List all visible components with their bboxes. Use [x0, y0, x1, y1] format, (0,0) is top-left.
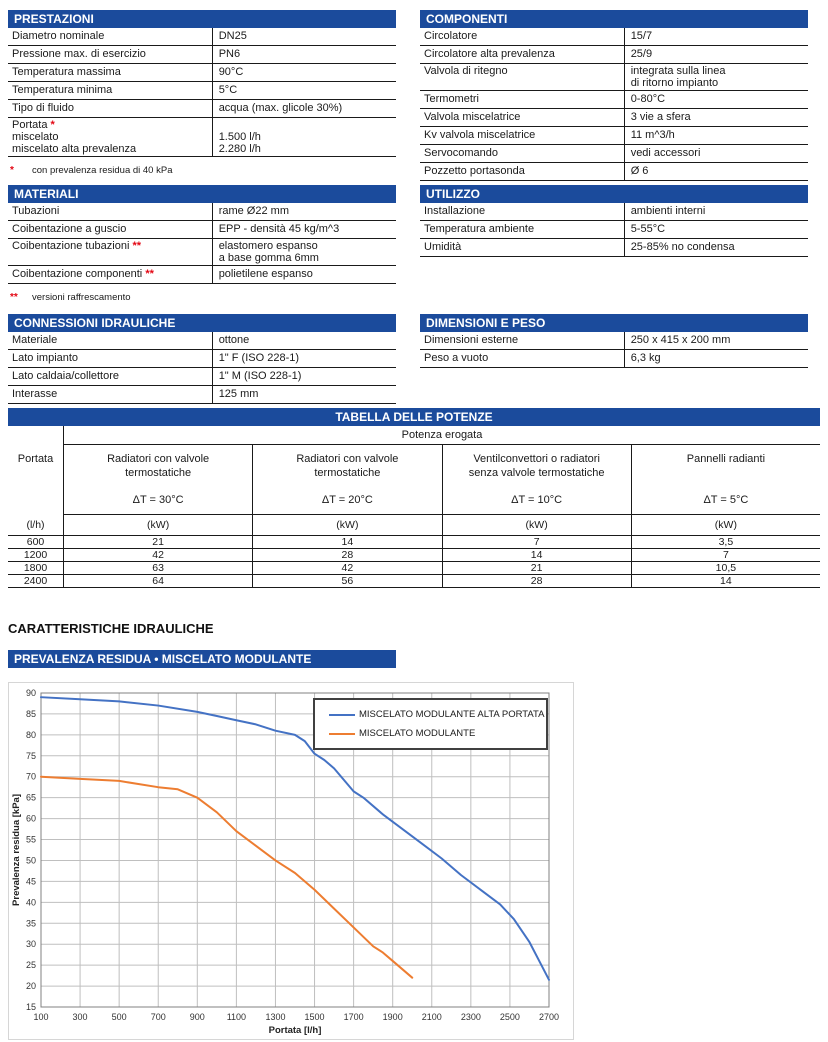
- table-row: [420, 28, 808, 46]
- cell-line: a base gomma 6mm: [218, 252, 319, 264]
- row-value: [212, 28, 396, 45]
- cell-line: integrata sulla linea: [630, 65, 726, 77]
- cell-line: Umidità: [424, 241, 462, 253]
- delta-t-label: ΔT = 20°C: [321, 494, 373, 506]
- y-tick-label: 35: [25, 918, 36, 929]
- footnote-marker: **: [129, 240, 142, 252]
- section-heading-caratteristiche: CARATTERISTICHE IDRAULICHE: [8, 621, 214, 636]
- cell-line: 6,3 kg: [630, 352, 661, 364]
- table-row: [8, 368, 396, 386]
- power-value: 14: [252, 536, 441, 549]
- unit-cell: (kW): [442, 515, 631, 536]
- row-value: [212, 332, 396, 349]
- chart-legend: [313, 698, 548, 750]
- power-value: 28: [442, 575, 631, 588]
- table-footnote: [8, 292, 396, 303]
- cell-line: vedi accessori: [630, 147, 701, 159]
- power-table: [8, 408, 820, 588]
- y-tick-label: 90: [25, 688, 36, 698]
- y-tick-label: 75: [25, 750, 36, 761]
- delta-t-label: ΔT = 30°C: [132, 494, 184, 506]
- spec-table-prestazioni: [8, 10, 396, 176]
- cell-line: Pressione max. di esercizio: [12, 48, 146, 60]
- table-row: [420, 91, 808, 109]
- table-row: [420, 163, 808, 181]
- y-tick-label: 40: [25, 897, 36, 908]
- row-label: [420, 239, 624, 256]
- y-tick-label: 60: [25, 813, 36, 824]
- row-label: [420, 127, 624, 144]
- table-row: [420, 203, 808, 221]
- delta-t-label: ΔT = 10°C: [511, 494, 563, 506]
- cell-line: acqua (max. glicole 30%): [218, 102, 343, 114]
- row-value: [624, 350, 808, 367]
- table-row: [8, 386, 396, 404]
- row-label: [8, 386, 212, 403]
- row-label: [8, 266, 212, 283]
- row-value: [212, 118, 396, 156]
- row-label: [8, 100, 212, 117]
- cell-line: Temperatura massima: [12, 66, 121, 78]
- legend-label: MISCELATO MODULANTE ALTA PORTATA: [359, 709, 545, 720]
- cell-line: 11 m^3/h: [630, 129, 675, 141]
- cell-line: Installazione: [424, 205, 486, 217]
- row-value: [212, 82, 396, 99]
- cell-line: Peso a vuoto: [424, 352, 489, 364]
- cell-line: 1" M (ISO 228-1): [218, 370, 302, 382]
- cell-line: Coibentazione tubazioni **: [12, 240, 142, 252]
- cell-line: 5-55°C: [630, 223, 666, 235]
- row-value: [212, 266, 396, 283]
- table-row: [420, 332, 808, 350]
- row-value: [624, 46, 808, 63]
- power-value: 21: [63, 536, 252, 549]
- footnote-text: versioni raffrescamento: [32, 292, 131, 303]
- cell-line: Tubazioni: [12, 205, 60, 217]
- table-row: [8, 350, 396, 368]
- delta-t-label: ΔT = 5°C: [703, 494, 749, 506]
- unit-cell: (kW): [631, 515, 820, 536]
- power-value: 42: [63, 549, 252, 562]
- row-value: [212, 368, 396, 385]
- cell-line: 5°C: [218, 84, 238, 96]
- cell-line: Servocomando: [424, 147, 498, 159]
- cell-line: 250 x 415 x 200 mm: [630, 334, 731, 346]
- spec-table-componenti: [420, 10, 808, 181]
- row-value: [212, 100, 396, 117]
- row-value: [624, 332, 808, 349]
- cell-line: Dimensioni esterne: [424, 334, 519, 346]
- row-value: [212, 239, 396, 265]
- footnote-text: con prevalenza residua di 40 kPa: [32, 165, 173, 176]
- power-table-grid: [8, 426, 820, 588]
- table-row: [8, 46, 396, 64]
- y-axis-title: Prevalenza residua [kPa]: [11, 794, 22, 906]
- row-value: [624, 64, 808, 90]
- table-title-bar: COMPONENTI: [420, 10, 808, 28]
- row-label: [420, 221, 624, 238]
- power-value: 14: [631, 575, 820, 588]
- cell-line: Coibentazione componenti **: [12, 268, 154, 280]
- x-tick-label: 700: [150, 1012, 166, 1022]
- spec-table-connessioni: [8, 314, 396, 404]
- row-label: [420, 28, 624, 45]
- y-tick-label: 85: [25, 708, 36, 719]
- row-value: [624, 145, 808, 162]
- row-label: [8, 221, 212, 238]
- power-column-header: [252, 445, 441, 515]
- cell-line: 25/9: [630, 48, 653, 60]
- table-row: [420, 46, 808, 64]
- power-value: 3,5: [631, 536, 820, 549]
- spec-table-utilizzo: [420, 185, 808, 257]
- cell-line: Ø 6: [630, 165, 649, 177]
- power-value: 14: [442, 549, 631, 562]
- row-label: [420, 46, 624, 63]
- spec-table-materiali: [8, 185, 396, 303]
- cell-line: miscelato alta prevalenza: [12, 143, 137, 155]
- y-tick-label: 25: [25, 960, 36, 971]
- y-tick-label: 15: [25, 1002, 36, 1012]
- table-row: [8, 266, 396, 284]
- unit-cell: (kW): [63, 515, 252, 536]
- portata-value: 2400: [8, 575, 63, 588]
- table-row: [420, 127, 808, 145]
- cell-line: Lato caldaia/collettore: [12, 370, 120, 382]
- table-row: [420, 145, 808, 163]
- portata-value: 1200: [8, 549, 63, 562]
- cell-line: Circolatore: [424, 30, 478, 42]
- cell-line: Lato impianto: [12, 352, 79, 364]
- cell-line: 25-85% no condensa: [630, 241, 735, 253]
- x-tick-label: 1100: [226, 1012, 247, 1022]
- table-footnote: [8, 165, 396, 176]
- table-row: [420, 64, 808, 91]
- power-column-header: [631, 445, 820, 515]
- row-value: [624, 91, 808, 108]
- footnote-marker: *: [10, 165, 14, 176]
- cell-line: Tipo di fluido: [12, 102, 74, 114]
- table-title-bar: UTILIZZO: [420, 185, 808, 203]
- y-tick-label: 20: [25, 981, 36, 992]
- cell-line: rame Ø22 mm: [218, 205, 289, 217]
- row-value: [212, 46, 396, 63]
- cell-line: DN25: [218, 30, 247, 42]
- power-value: 63: [63, 562, 252, 575]
- legend-line-swatch: [329, 714, 355, 716]
- column-label: Radiatori con valvole termostatiche: [107, 453, 210, 479]
- cell-line: Temperatura minima: [12, 84, 113, 96]
- cell-line: ambienti interni: [630, 205, 706, 217]
- x-tick-label: 100: [33, 1012, 49, 1022]
- row-label: [8, 82, 212, 99]
- table-title-bar: MATERIALI: [8, 185, 396, 203]
- table-row: [420, 239, 808, 257]
- row-label: [420, 91, 624, 108]
- cell-line: 90°C: [218, 66, 244, 78]
- column-label: Pannelli radianti: [686, 453, 766, 465]
- y-tick-label: 70: [25, 771, 36, 782]
- residual-head-chart: [8, 682, 574, 1040]
- row-label: [420, 145, 624, 162]
- x-tick-label: 2700: [538, 1012, 560, 1022]
- row-value: [624, 109, 808, 126]
- table-row: [8, 28, 396, 46]
- row-label: [8, 64, 212, 81]
- x-tick-label: 1500: [304, 1012, 325, 1022]
- power-value: 64: [63, 575, 252, 588]
- footnote-marker: *: [47, 119, 55, 131]
- cell-line: Circolatore alta prevalenza: [424, 48, 555, 60]
- power-value: 28: [252, 549, 441, 562]
- table-row: [8, 64, 396, 82]
- power-column-header: [63, 445, 252, 515]
- cell-line: 1" F (ISO 228-1): [218, 352, 300, 364]
- y-tick-label: 55: [25, 834, 36, 845]
- legend-entry: [329, 724, 538, 743]
- row-label: [420, 350, 624, 367]
- cell-line: EPP - densità 45 kg/m^3: [218, 223, 340, 235]
- x-tick-label: 2300: [460, 1012, 481, 1022]
- unit-cell: (l/h): [8, 515, 63, 536]
- power-span-header: Potenza erogata: [63, 426, 820, 445]
- cell-line: 0-80°C: [630, 93, 666, 105]
- x-tick-label: 900: [189, 1012, 205, 1022]
- y-tick-label: 30: [25, 939, 36, 950]
- row-value: [624, 28, 808, 45]
- cell-line: elastomero espanso: [218, 240, 318, 252]
- table-row: [8, 332, 396, 350]
- row-label: [8, 350, 212, 367]
- row-header-portata: Portata: [17, 453, 54, 465]
- column-label: Ventilconvettori o radiatori senza valvole termostatiche: [468, 453, 605, 479]
- row-label: [8, 332, 212, 349]
- unit-cell: (kW): [252, 515, 441, 536]
- table-row: [420, 221, 808, 239]
- cell-line: 125 mm: [218, 388, 259, 400]
- table-row: [8, 118, 396, 157]
- cell-line: miscelato: [12, 131, 59, 143]
- row-label: [8, 28, 212, 45]
- table-title-bar: DIMENSIONI E PESO: [420, 314, 808, 332]
- cell-line: Portata *: [12, 119, 55, 131]
- row-value: [624, 239, 808, 256]
- cell-line: Coibentazione a guscio: [12, 223, 127, 235]
- y-tick-label: 65: [25, 792, 36, 803]
- legend-line-swatch: [329, 733, 355, 735]
- x-tick-label: 1300: [265, 1012, 286, 1022]
- power-value: 10,5: [631, 562, 820, 575]
- portata-value: 1800: [8, 562, 63, 575]
- row-value: [624, 163, 808, 180]
- corner-cell: [8, 426, 63, 445]
- row-value: [212, 64, 396, 81]
- power-value: 7: [631, 549, 820, 562]
- power-value: 56: [252, 575, 441, 588]
- table-row: [420, 109, 808, 127]
- cell-line: Diametro nominale: [12, 30, 105, 42]
- row-value: [212, 221, 396, 238]
- cell-line: polietilene espanso: [218, 268, 313, 280]
- row-value: [212, 350, 396, 367]
- row-value: [624, 127, 808, 144]
- row-label: [8, 239, 212, 265]
- row-label: [420, 109, 624, 126]
- row-label: [8, 368, 212, 385]
- row-label: [420, 203, 624, 220]
- spec-table-dimensioni: [420, 314, 808, 368]
- cell-line: 2.280 l/h: [218, 143, 261, 155]
- row-value: [212, 203, 396, 220]
- cell-line: Materiale: [12, 334, 58, 346]
- cell-line: Kv valvola miscelatrice: [424, 129, 536, 141]
- cell-line: Pozzetto portasonda: [424, 165, 525, 177]
- y-tick-label: 80: [25, 729, 36, 740]
- power-value: 42: [252, 562, 441, 575]
- table-row: [8, 82, 396, 100]
- x-tick-label: 500: [111, 1012, 127, 1022]
- cell-line: Valvola miscelatrice: [424, 111, 521, 123]
- y-tick-label: 50: [25, 855, 36, 866]
- cell-line: Temperatura ambiente: [424, 223, 535, 235]
- cell-line: di ritorno impianto: [630, 77, 719, 89]
- chart-title-bar: PREVALENZA RESIDUA • MISCELATO MODULANTE: [8, 650, 396, 668]
- x-tick-label: 1700: [343, 1012, 364, 1022]
- cell-line: Valvola di ritegno: [424, 65, 508, 77]
- row-label: [420, 163, 624, 180]
- power-value: 7: [442, 536, 631, 549]
- row-label: [8, 46, 212, 63]
- table-row: [8, 239, 396, 266]
- portata-value: 600: [8, 536, 63, 549]
- x-tick-label: 300: [72, 1012, 88, 1022]
- power-value: 21: [442, 562, 631, 575]
- row-label: [420, 332, 624, 349]
- table-row: [420, 350, 808, 368]
- row-value: [624, 203, 808, 220]
- table-title-bar: PRESTAZIONI: [8, 10, 396, 28]
- table-row: [8, 203, 396, 221]
- legend-entry: [329, 705, 545, 724]
- cell-line: PN6: [218, 48, 241, 60]
- column-label: Radiatori con valvole termostatiche: [296, 453, 399, 479]
- cell-line: Termometri: [424, 93, 480, 105]
- x-axis-title: Portata [l/h]: [268, 1025, 322, 1036]
- power-column-header: [442, 445, 631, 515]
- x-tick-label: 2100: [421, 1012, 442, 1022]
- power-table-title-bar: TABELLA DELLE POTENZE: [8, 408, 820, 426]
- series-line: [41, 777, 412, 978]
- row-value: [624, 221, 808, 238]
- row-label: [420, 64, 624, 90]
- row-label: [8, 118, 212, 156]
- x-tick-label: 1900: [382, 1012, 403, 1022]
- cell-line: [219, 119, 394, 131]
- row-label: [8, 203, 212, 220]
- cell-line: 3 vie a sfera: [630, 111, 691, 123]
- table-row: [8, 221, 396, 239]
- cell-line: 1.500 l/h: [218, 131, 261, 143]
- cell-line: 15/7: [630, 30, 653, 42]
- cell-line: Interasse: [12, 388, 58, 400]
- cell-line: ottone: [218, 334, 250, 346]
- footnote-marker: **: [142, 268, 154, 280]
- table-title-bar: CONNESSIONI IDRAULICHE: [8, 314, 396, 332]
- legend-label: MISCELATO MODULANTE: [359, 728, 476, 739]
- footnote-marker: **: [10, 292, 18, 303]
- row-value: [212, 386, 396, 403]
- x-tick-label: 2500: [499, 1012, 520, 1022]
- y-tick-label: 45: [25, 876, 36, 887]
- table-row: [8, 100, 396, 118]
